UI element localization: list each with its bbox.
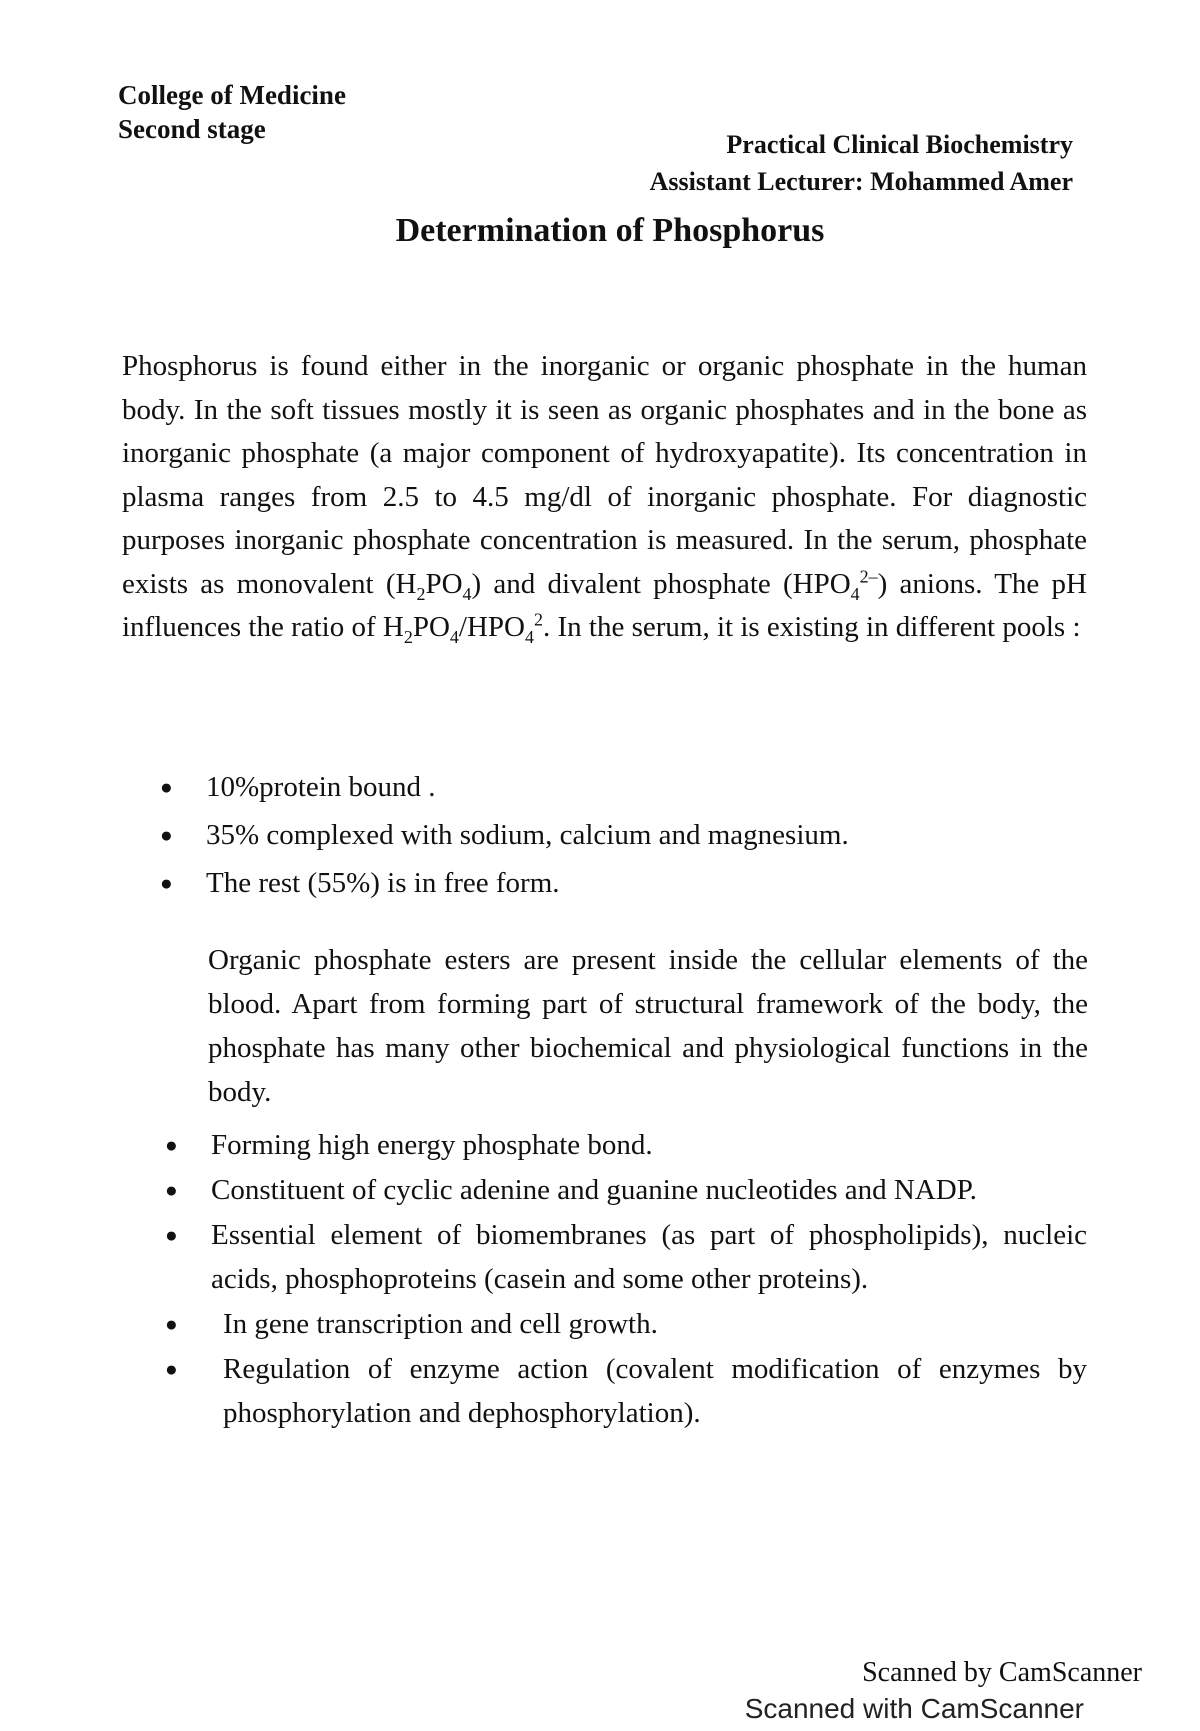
- subscript: 4: [850, 583, 860, 604]
- stage-label: Second stage: [118, 114, 266, 144]
- header-course: [650, 126, 1073, 200]
- superscript: 2: [534, 609, 543, 630]
- course-name: Practical Clinical Biochemistry: [726, 130, 1073, 159]
- intro-text-3: ) anions. The pH influences the ratio of H: [122, 567, 1087, 643]
- list-item: ● In gene transcription and cell growth.: [165, 1302, 1087, 1346]
- lecturer-name: Assistant Lecturer: Mohammed Amer: [649, 167, 1073, 196]
- intro-text-4: . In the serum, it is existing in different pools :: [543, 611, 1081, 643]
- list-item: ● Forming high energy phosphate bond.: [165, 1123, 1087, 1167]
- subscript: 4: [462, 583, 472, 604]
- organic-phosphate-paragraph: Organic phosphate esters are present inside the cellular elements of the blood. Apart from forming part of structural framework of the body, the phosphate has many other biochemical and physiological functions in the body.: [208, 944, 1088, 1108]
- list-item: ● 10%protein bound .: [160, 763, 849, 811]
- scanner-watermark: Scanned with CamScanner: [744, 1693, 1084, 1724]
- subscript: 2: [416, 583, 426, 604]
- subscript: 4: [449, 626, 459, 647]
- list-item: ● The rest (55%) is in free form.: [160, 859, 849, 907]
- intro-text-1: Phosphorus is found either in the inorganic or organic phosphate in the human body. In the soft tissues mostly it is seen as organic phosphates and in the bone as inorganic phosphate (a major component of hydroxyapatite). Its concentration in plasma ranges from 2.5 to 4.5 mg/dl of inorganic phosphate. For diagnostic purposes inorganic phosphate concentration is measured. In the serum, phosphate exists as monovalent (H: [122, 350, 1087, 600]
- list-item: ● Constituent of cyclic adenine and guanine nucleotides and NADP.: [165, 1168, 1087, 1212]
- subscript: 2: [403, 626, 413, 647]
- list-item: ● Regulation of enzyme action (covalent modification of enzymes by phosphorylation and dephosphorylation).: [165, 1347, 1087, 1435]
- phosphate-pools-list: [160, 763, 849, 907]
- intro-text-po: PO: [425, 567, 463, 600]
- superscript: 2–: [859, 565, 878, 586]
- phosphate-functions-list: [165, 1123, 1087, 1436]
- scanner-watermark: Scanned by CamScanner: [862, 1657, 1142, 1688]
- subscript: 4: [525, 626, 534, 647]
- page-title: Determination of Phosphorus: [395, 212, 825, 249]
- list-item: ● Essential element of biomembranes (as part of phospholipids), nucleic acids, phosphoproteins (casein and some other proteins).: [165, 1213, 1087, 1301]
- intro-text-po: PO: [412, 611, 450, 643]
- intro-paragraph: Phosphorus is found either in the inorganic or organic phosphate in the human body. In the soft tissues mostly it is seen as organic phosphates and in the bone as inorganic phosphate (a major component of hydroxyapatite). Its concentration in plasma ranges from 2.5 to 4.5 mg/dl of inorganic phosphate. For diagnostic purposes inorganic phosphate concentration is measured. In the serum, phosphate exists as monovalent $(H_2PO_4)$ and divalent phosphate $(HPO_4^{2-})$ anions. The pH influences the ratio of $H_2PO_4/HPO_4^2$. In the serum, it is existing in different pools :: [122, 350, 1087, 647]
- header-institution: [118, 78, 346, 146]
- intro-text-2: ) and divalent phosphate (HPO: [471, 567, 851, 600]
- list-item: ● 35% complexed with sodium, calcium and magnesium.: [160, 811, 849, 859]
- college-name: College of Medicine: [118, 80, 346, 110]
